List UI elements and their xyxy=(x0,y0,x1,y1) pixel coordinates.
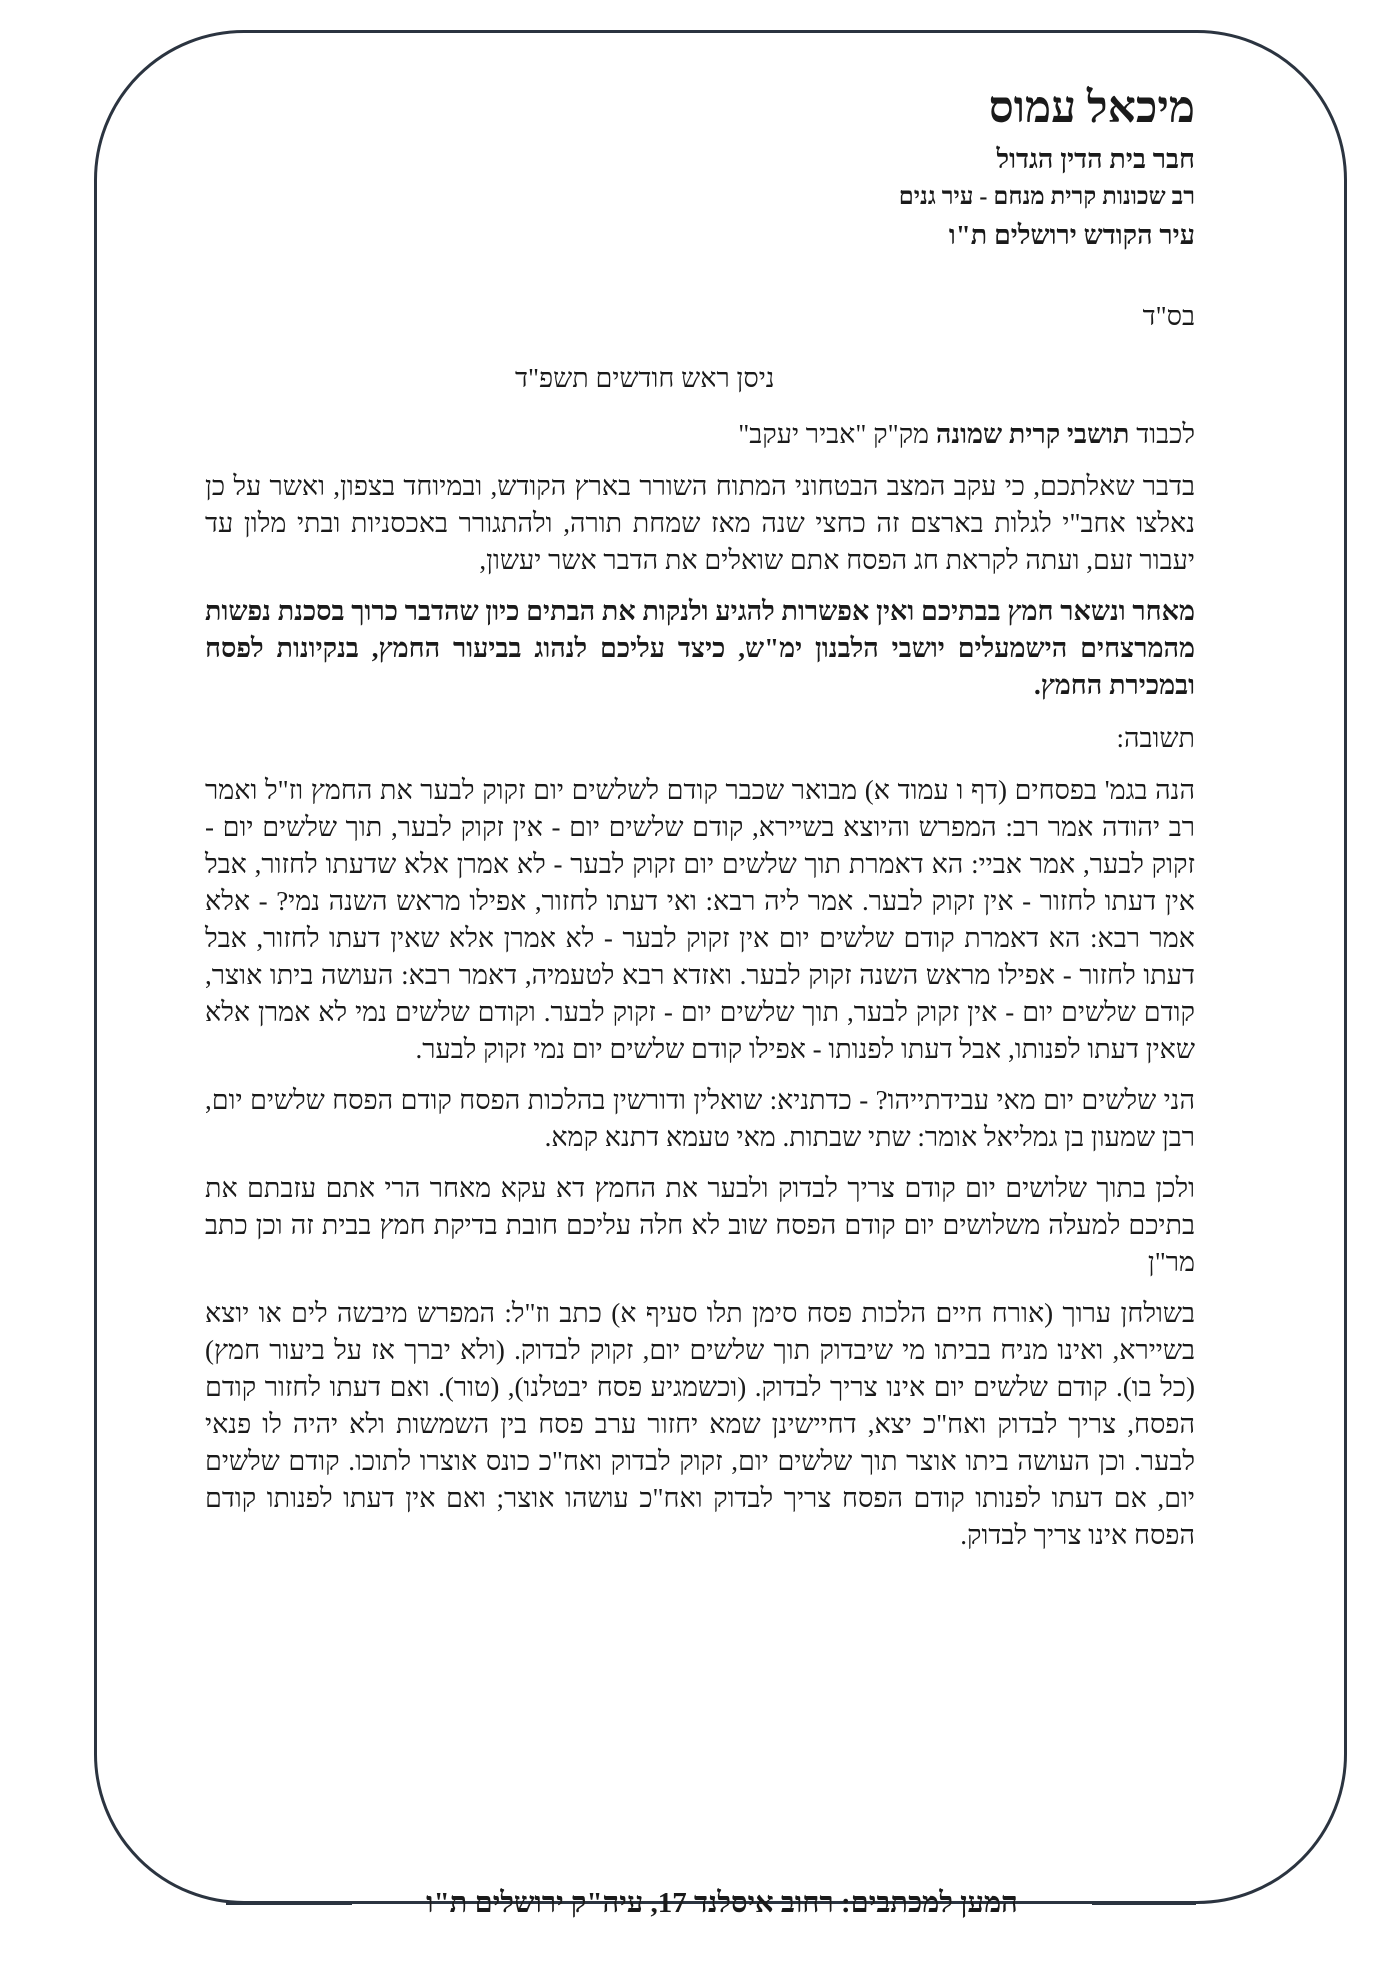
intro-paragraph: בדבר שאלתכם, כי עקב המצב הבטחוני המתוח השורר בארץ הקודש, ובמיוחד בצפון, ואשר על כן נאלצו אחב"י לגלות בארצם זה כחצי שנה מאז שמחת תורה, ולהתגורר באכסניות ובתי מלון עד יעבור זעם, ועתה לקראת חג הפסח אתם שואלים את הדבר אשר יעשון, xyxy=(205,471,1195,575)
letterhead xyxy=(205,78,1195,254)
footer-address: המען למכתבים: רחוב איסלנד 17, עיה"ק ירושלים ת"ו xyxy=(426,1887,1018,1919)
rabbi-city: עיר הקודש ירושלים ת"ו xyxy=(948,220,1195,250)
letter-date-row xyxy=(205,358,1195,398)
footer xyxy=(0,1878,1400,1928)
answer-paragraph-4: בשולחן ערוך (אורח חיים הלכות פסח סימן תלו סעיף א) כתב וז"ל: המפרש מיבשה לים או יוצא בשיירא, ואינו מניח בביתו מי שיבדוק תוך שלשים יום, זקוק לבדוק. (ולא יברך אז על ביעור חמץ) (כל בו). קודם שלשים יום אינו צריך לבדוק. (וכשמגיע פסח יבטלנו), (טור). ואם דעתו לחזור קודם הפסח, צריך לבדוק ואח"כ יצא, דחיישינן שמא יחזור ערב פסח בין השמשות ולא יהיה לו פנאי לבער. וכן העושה ביתו אוצר תוך שלשים יום, זקוק לבדוק ואח"כ כונס אוצרו לתוכו. קודם שלשים יום, אם דעתו לפנותו קודם הפסח צריך לבדוק ואח"כ עושהו אוצר; ואם אין דעתו לפנותו קודם הפסח אינו צריך לבדוק. xyxy=(205,1298,1195,1550)
rabbi-role: רב שכונות קרית מנחם - עיר גנים xyxy=(898,184,1195,210)
letter-page xyxy=(205,78,1195,1554)
answer-paragraph-3: ולכן בתוך שלושים יום קודם צריך לבדוק ולבער את החמץ דא עקא מאחר הרי אתם עזבתם את בתיכם למעלה משלושים יום קודם הפסח שוב לא חלה עליכם חובת בדיקת חמץ בבית זה וכן כתב מר"ן xyxy=(205,1173,1195,1277)
question-paragraph: מאחר ונשאר חמץ בבתיכם ואין אפשרות להגיע ולנקות את הבתים כיון שהדבר כרוך בסכנת נפשות מהמרצחים הישמעלים יושבי הלבנון ימ"ש, כיצד עליכם לנהוג בביעור החמץ, בנקיונות לפסח ובמכירת החמץ. xyxy=(205,596,1195,700)
answer-paragraph-1: הנה בגמ' בפסחים (דף ו עמוד א) מבואר שכבר קודם לשלשים יום זקוק לבער את החמץ וז"ל ואמר רב יהודה אמר רב: המפרש והיוצא בשיירא, קודם שלשים יום - אין זקוק לבער, תוך שלשים יום - זקוק לבער, אמר אביי: הא דאמרת תוך שלשים יום זקוק לבער - לא אמרן אלא שדעתו לחזור, אבל אין דעתו לחזור - אין זקוק לבער. אמר ליה רבא: ואי דעתו לחזור, אפילו מראש השנה נמי? - אלא אמר רבא: הא דאמרת קודם שלשים יום אין זקוק לבער - לא אמרן אלא שאין דעתו לחזור, אבל דעתו לחזור - אפילו מראש השנה זקוק לבער. ואזדא רבא לטעמיה, דאמר רבא: העושה ביתו אוצר, קודם שלשים יום - אין זקוק לבער, תוך שלשים יום - זקוק לבער. וקודם שלשים נמי לא אמרן אלא שאין דעתו לפנותו, אבל דעתו לפנותו - אפילו קודם שלשים יום נמי זקוק לבער. xyxy=(205,775,1195,1064)
recipient-name: תושבי קרית שמונה xyxy=(935,419,1130,449)
recipient-line xyxy=(205,414,1195,454)
rabbi-title: חבר בית הדין הגדול xyxy=(996,144,1195,174)
bsd-heading: בס"ד xyxy=(1142,301,1195,331)
footer-rule-right xyxy=(1092,1902,1196,1905)
recipient-suffix: מק"ק "אביר יעקב" xyxy=(738,419,930,449)
footer-rule-left xyxy=(226,1902,352,1905)
rabbi-name: מיכאל עמוס xyxy=(988,83,1195,132)
letter-date: ניסן ראש חודשים תשפ"ד xyxy=(515,363,775,393)
answer-paragraph-2: הני שלשים יום מאי עבידתייהו? - כדתניא: שואלין ודורשין בהלכות הפסח קודם הפסח שלשים יום, רבן שמעון בן גמליאל אומר: שתי שבתות. מאי טעמא דתנא קמא. xyxy=(205,1085,1195,1152)
answer-label: תשובה: xyxy=(1116,723,1195,753)
recipient-prefix: לכבוד xyxy=(1136,419,1195,449)
